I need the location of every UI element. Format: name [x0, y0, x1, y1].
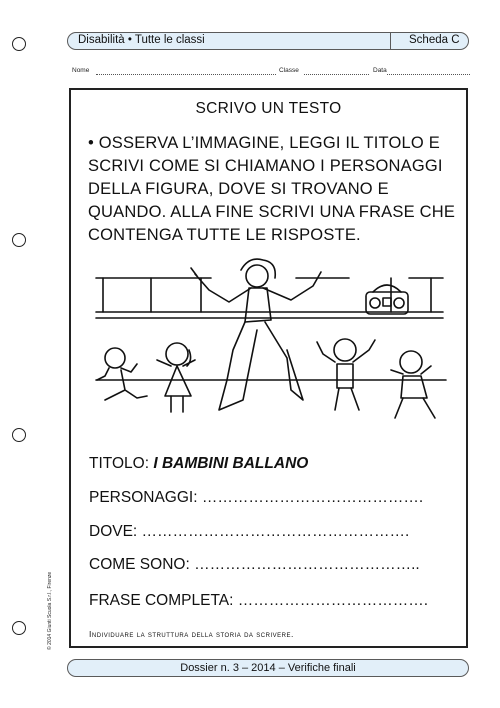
come-sono-row: [89, 556, 420, 574]
personaggi-row: [89, 489, 423, 507]
personaggi-answer-line[interactable]: …………………………………….: [201, 489, 424, 506]
child-2-drawing: [157, 343, 195, 412]
radio-drawing: [366, 285, 408, 314]
class-field[interactable]: [304, 74, 369, 75]
frase-completa-label: FRASE COMPLETA:: [89, 592, 234, 609]
titolo-row: [89, 455, 308, 473]
copyright-text: © 2014 Giunti Scuola S.r.l., Firenze: [47, 571, 53, 650]
rail-posts: [103, 278, 431, 312]
titolo-value: I BAMBINI BALLANO: [153, 455, 309, 472]
worksheet-title: SCRIVO UN TESTO: [195, 100, 342, 117]
dove-label: DOVE:: [89, 523, 138, 540]
name-label: Nome: [72, 67, 90, 74]
come-sono-label: COME SONO:: [89, 556, 190, 573]
instructions-text: • OSSERVA L’IMMAGINE, LEGGI IL TITOLO E SCRIVI COME SI CHIAMANO I PERSONAGGI DELLA FIGURA, DOVE SI TROVANO E QUANDO. ALLA FINE SCRIVI UNA FRASE CHE CONTENGA TUTTE LE RISPOSTE.: [88, 134, 456, 244]
footer-bar: Dossier n. 3 – 2014 – Verifiche finali: [67, 659, 469, 677]
name-field[interactable]: [96, 74, 276, 75]
worksheet-frame: [69, 88, 468, 648]
class-label: Classe: [279, 67, 299, 74]
personaggi-label: PERSONAGGI:: [89, 489, 198, 506]
scheda-label: Scheda C: [409, 34, 460, 46]
titolo-label: TITOLO:: [89, 455, 150, 472]
dove-row: [89, 523, 409, 541]
child-3-drawing: [317, 339, 375, 410]
child-1-drawing: [97, 348, 147, 400]
header-bar: [67, 32, 469, 50]
date-field[interactable]: [387, 74, 470, 75]
dove-answer-line[interactable]: …………………………………………….: [141, 523, 410, 540]
dancing-children-illustration: [91, 250, 451, 450]
binder-hole-4: [12, 621, 26, 635]
come-sono-answer-line[interactable]: ……………………………………..: [194, 556, 420, 573]
binder-hole-2: [12, 233, 26, 247]
binder-hole-3: [12, 428, 26, 442]
teacher-drawing: [191, 259, 321, 410]
teacher-note: Individuare la struttura della storia da scrivere.: [89, 629, 294, 639]
date-label: Data: [373, 67, 387, 74]
binder-hole-1: [12, 37, 26, 51]
header-divider: [390, 32, 391, 50]
child-4-drawing: [391, 351, 435, 418]
header-title: Disabilità • Tutte le classi: [78, 34, 205, 46]
frase-answer-line[interactable]: ……………………………….: [237, 592, 429, 609]
frase-completa-row: [89, 592, 428, 610]
